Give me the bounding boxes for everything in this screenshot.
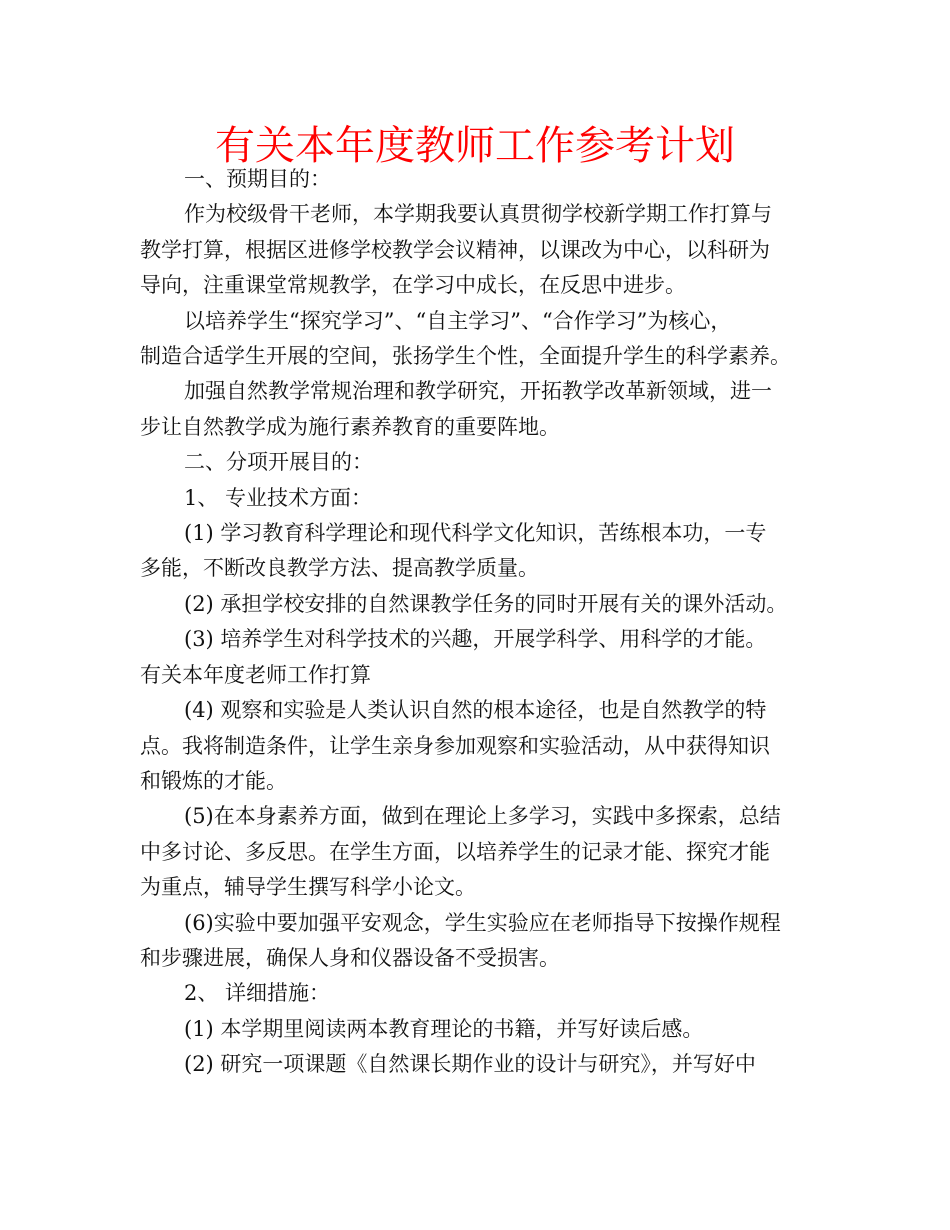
body-line: 制造合适学生开展的空间，张扬学生个性，全面提升学生的科学素养。 bbox=[140, 344, 791, 369]
body-line: 教学打算，根据区进修学校教学会议精神，以课改为中心，以科研为 bbox=[140, 237, 770, 262]
body-line: 以培养学生“探究学习”、“自主学习”、“合作学习”为核心， bbox=[184, 308, 732, 333]
body-line: (1) 本学期里阅读两本教育理论的书籍，并写好读后感。 bbox=[184, 1016, 704, 1041]
body-line: 二、分项开展目的： bbox=[184, 450, 373, 475]
body-line: 2、 详细措施： bbox=[184, 981, 331, 1006]
document-title: 有关本年度教师工作参考计划 bbox=[215, 123, 735, 169]
body-line: 和步骤进展，确保人身和仪器设备不受损害。 bbox=[140, 945, 560, 970]
document-body bbox=[140, 162, 815, 1083]
body-line: (3) 培养学生对科学技术的兴趣，开展学科学、用科学的才能。 bbox=[184, 627, 767, 652]
body-line: (5)在本身素养方面，做到在理论上多学习，实践中多探索，总结 bbox=[184, 804, 781, 829]
body-line: 中多讨论、多反思。在学生方面，以培养学生的记录才能、探究才能 bbox=[140, 839, 770, 864]
body-line: 步让自然教学成为施行素养教育的重要阵地。 bbox=[140, 414, 560, 439]
body-line: 有关本年度老师工作打算 bbox=[140, 662, 371, 687]
body-line: (6)实验中要加强平安观念，学生实验应在老师指导下按操作规程 bbox=[184, 910, 781, 935]
body-line: (2) 研究一项课题《自然课长期作业的设计与研究》，并写好中 bbox=[184, 1052, 756, 1077]
body-line: 加强自然教学常规治理和教学研究，开拓教学改革新领域，进一 bbox=[184, 379, 772, 404]
body-line: (4) 观察和实验是人类认识自然的根本途径，也是自然教学的特 bbox=[184, 698, 767, 723]
body-line: 导向，注重课堂常规教学，在学习中成长，在反思中进步。 bbox=[140, 273, 686, 298]
body-line: (2) 承担学校安排的自然课教学任务的同时开展有关的课外活动。 bbox=[184, 591, 788, 616]
body-line: 作为校级骨干老师，本学期我要认真贯彻学校新学期工作打算与 bbox=[184, 202, 772, 227]
body-line: 多能，不断改良教学方法、提高教学质量。 bbox=[140, 556, 539, 581]
body-line: 一、预期目的： bbox=[184, 167, 331, 191]
body-line: (1) 学习教育科学理论和现代科学文化知识，苦练根本功，一专 bbox=[184, 521, 767, 546]
body-line: 和锻炼的才能。 bbox=[140, 768, 287, 793]
body-line: 为重点，辅导学生撰写科学小论文。 bbox=[140, 875, 476, 900]
body-line: 1、 专业技术方面： bbox=[184, 485, 373, 510]
body-line: 点。我将制造条件，让学生亲身参加观察和实验活动，从中获得知识 bbox=[140, 733, 770, 758]
